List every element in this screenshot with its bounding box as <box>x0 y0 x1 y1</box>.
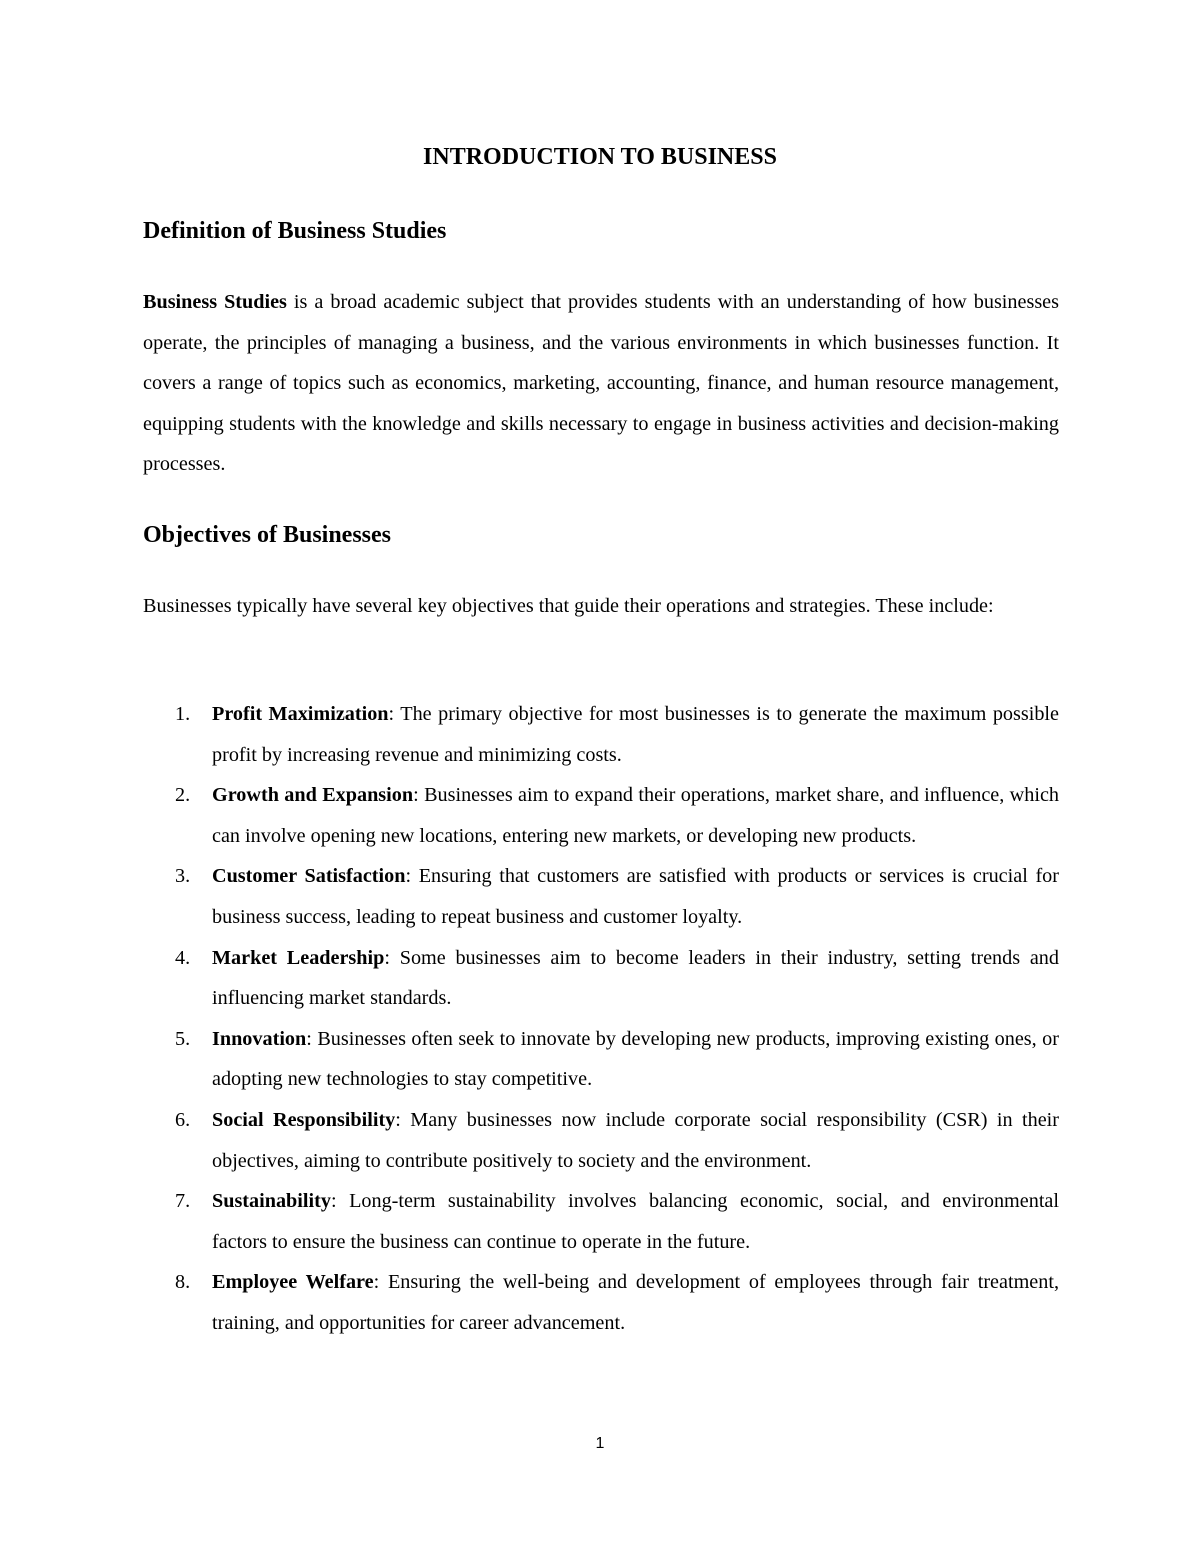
objective-item <box>143 1262 1059 1343</box>
objective-term: Growth and Expansion <box>212 784 414 807</box>
objective-text: : Ensuring the well-being and development of employees through fair treatment, training, and opportunities for career advancement. <box>212 1271 1059 1334</box>
objective-text: : The primary objective for most businesses is to generate the maximum possible profit by increasing revenue and minimizing costs. <box>212 703 1059 766</box>
objective-item <box>143 856 1059 937</box>
document-title: INTRODUCTION TO BUSINESS <box>423 144 777 170</box>
objective-number: 8. <box>175 1271 191 1294</box>
objective-text: : Ensuring that customers are satisfied with products or services is crucial for business success, leading to repeat business and customer loyalty. <box>212 865 1059 928</box>
objective-number: 2. <box>175 784 191 807</box>
objective-number: 5. <box>175 1027 191 1050</box>
objectives-list <box>143 694 1059 1344</box>
objectives-intro-paragraph: Businesses typically have several key objectives that guide their operations and strategies. These include: <box>143 595 994 617</box>
objective-text: : Some businesses aim to become leaders in their industry, setting trends and influencing market standards. <box>212 946 1059 1010</box>
objective-number: 1. <box>175 703 191 725</box>
objective-term: Social Responsibility <box>212 1108 396 1131</box>
objective-text: : Businesses often seek to innovate by developing new products, improving existing ones, or adopting new technologies to stay competitive. <box>212 1027 1059 1091</box>
section-heading-objectives: Objectives of Businesses <box>143 522 391 548</box>
objective-item <box>143 1181 1059 1262</box>
section-heading-definition: Definition of Business Studies <box>143 218 447 244</box>
definition-paragraph <box>143 282 1059 485</box>
objective-item <box>143 938 1059 1019</box>
objective-term: Customer Satisfaction <box>212 865 406 888</box>
objective-text: : Long-term sustainability involves balancing economic, social, and environmental factors to ensure the business can continue to operate in the future. <box>212 1190 1059 1253</box>
objective-number: 4. <box>175 946 191 969</box>
objective-text: : Many businesses now include corporate social responsibility (CSR) in their objectives, aiming to contribute positively to society and the environment. <box>212 1108 1059 1172</box>
objective-item <box>143 1100 1059 1181</box>
objective-item <box>143 775 1059 856</box>
objective-term: Profit Maximization <box>212 703 389 725</box>
objective-term: Employee Welfare <box>212 1271 374 1294</box>
objective-term: Sustainability <box>212 1190 331 1213</box>
objective-number: 7. <box>175 1190 191 1213</box>
page-number: 1 <box>595 1435 605 1452</box>
objective-number: 6. <box>175 1108 191 1131</box>
definition-term: Business Studies <box>143 291 287 313</box>
objective-term: Market Leadership <box>212 946 385 969</box>
objective-term: Innovation <box>212 1027 307 1050</box>
objective-item <box>143 694 1059 775</box>
objective-item <box>143 1019 1059 1100</box>
objective-number: 3. <box>175 865 191 888</box>
definition-text: is a broad academic subject that provides students with an understanding of how businesses operate, the principles of managing a business, and the various environments in which businesses function. It covers a range of topics such as economics, marketing, accounting, finance, and human resource management, equipping students with the knowledge and skills necessary to engage in business activities and decision-making processes. <box>143 291 1059 476</box>
objective-text: : Businesses aim to expand their operations, market share, and influence, which can involve opening new locations, entering new markets, or developing new products. <box>212 784 1059 847</box>
